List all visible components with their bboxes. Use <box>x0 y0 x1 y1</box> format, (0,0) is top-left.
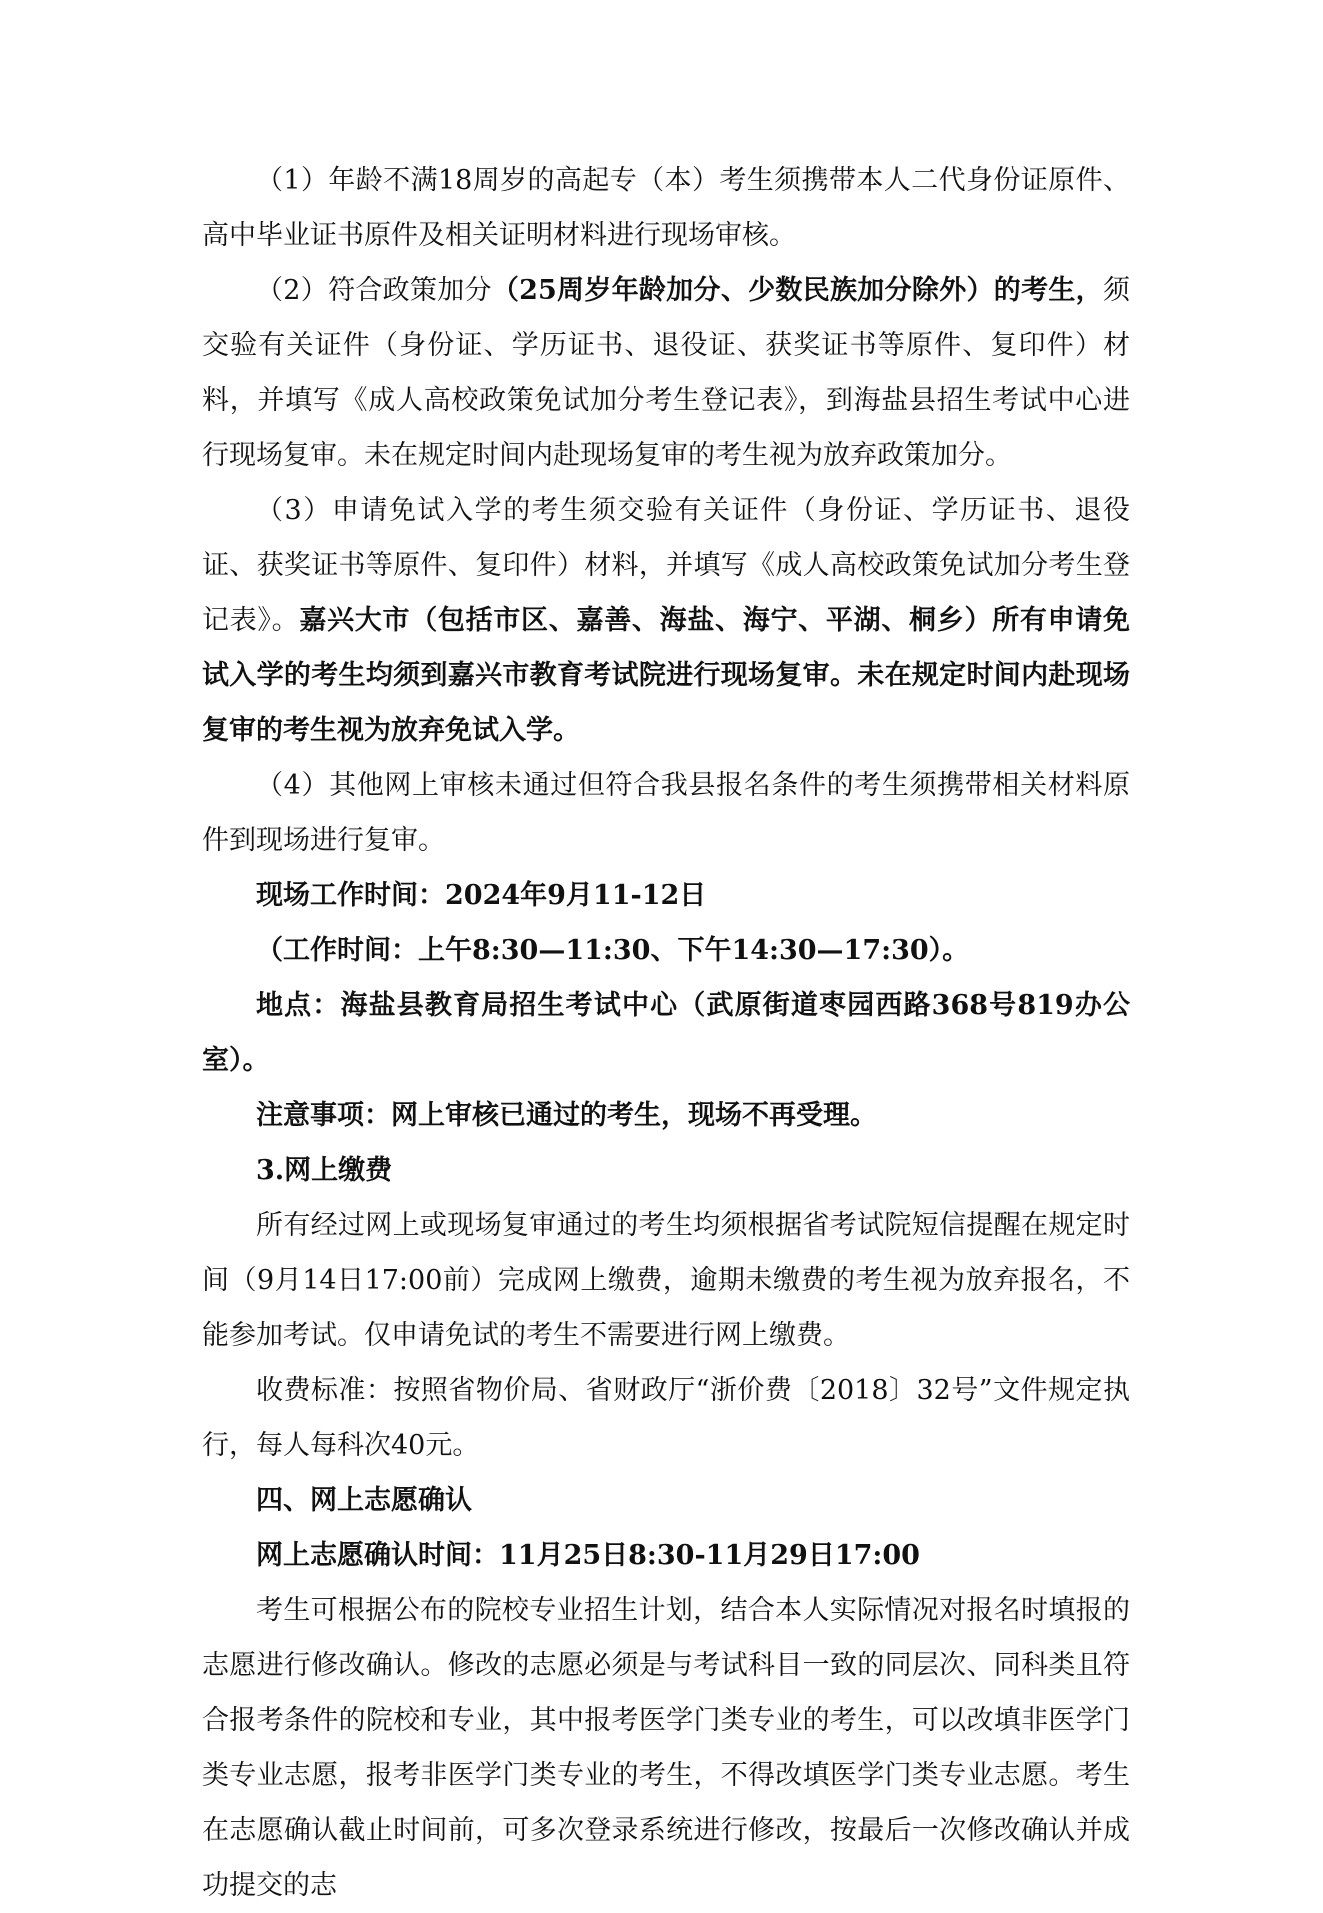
paragraph-bold-text: 嘉兴大市（包括市区、嘉善、海盐、海宁、平湖、桐乡）所有申请免试入学的考生均须到嘉兴市教育考试院进行现场复审。未在规定时间内赴现场复审的考生视为放弃免试入学。 <box>202 605 1131 746</box>
onsite-notice: 注意事项：网上审核已通过的考生，现场不再受理。 <box>256 1100 877 1131</box>
section4-heading: 四、网上志愿确认 <box>256 1485 472 1516</box>
paragraph-policy-bonus <box>202 263 1130 483</box>
section4-time: 网上志愿确认时间：11月25日8:30-11月29日17:00 <box>256 1540 920 1571</box>
document-body <box>202 153 1130 1913</box>
paragraph-underage-review <box>202 153 1130 263</box>
onsite-work-time: 现场工作时间：2024年9月11-12日 <box>256 880 707 911</box>
payment-fee: 收费标准：按照省物价局、省财政厅“浙价费〔2018〕32号”文件规定执行，每人每科次40元。 <box>202 1375 1130 1461</box>
payment-heading: 3.网上缴费 <box>256 1155 393 1186</box>
onsite-work-hours: （工作时间：上午8:30—11:30、下午14:30—17:30）。 <box>256 935 970 966</box>
paragraph-text: （2）符合政策加分 <box>256 275 492 306</box>
paragraph-text: 须交验有关证件（身份证、学历证书、退役证、获奖证书等原件、复印件）材料，并填写《成人高校政策免试加分考生登记表》，到海盐县招生考试中心进行现场复审。未在规定时间内赴现场复审的考生视为放弃政策加分。 <box>202 275 1130 471</box>
paragraph-text: （4）其他网上审核未通过但符合我县报名条件的考生须携带相关材料原件到现场进行复审。 <box>202 770 1130 856</box>
paragraph-bold-text: （25周岁年龄加分、少数民族加分除外）的考生， <box>491 275 1103 306</box>
payment-body: 所有经过网上或现场复审通过的考生均须根据省考试院短信提醒在规定时间（9月14日17:00前）完成网上缴费，逾期未缴费的考生视为放弃报名，不能参加考试。仅申请免试的考生不需要进行网上缴费。 <box>202 1210 1130 1351</box>
section4-body: 考生可根据公布的院校专业招生计划，结合本人实际情况对报名时填报的志愿进行修改确认。修改的志愿必须是与考试科目一致的同层次、同科类且符合报考条件的院校和专业，其中报考医学门类专业的考生，可以改填非医学门类专业志愿，报考非医学门类专业的考生，不得改填医学门类专业志愿。考生在志愿确认截止时间前，可多次登录系统进行修改，按最后一次修改确认并成功提交的志 <box>202 1595 1130 1901</box>
paragraph-text: （1）年龄不满18周岁的高起专（本）考生须携带本人二代身份证原件、高中毕业证书原件及相关证明材料进行现场审核。 <box>202 165 1130 251</box>
paragraph-text: （3）申请免试入学的考生须交验有关证件（身份证、学历证书、退役证、获奖证书等原件、复印件）材料，并填写《成人高校政策免试加分考生登记表》。 <box>202 495 1130 636</box>
onsite-location: 地点：海盐县教育局招生考试中心（武原街道枣园西路368号819办公室）。 <box>202 990 1130 1076</box>
paragraph-exempt-admission <box>202 483 1130 758</box>
paragraph-other-review <box>202 758 1130 868</box>
